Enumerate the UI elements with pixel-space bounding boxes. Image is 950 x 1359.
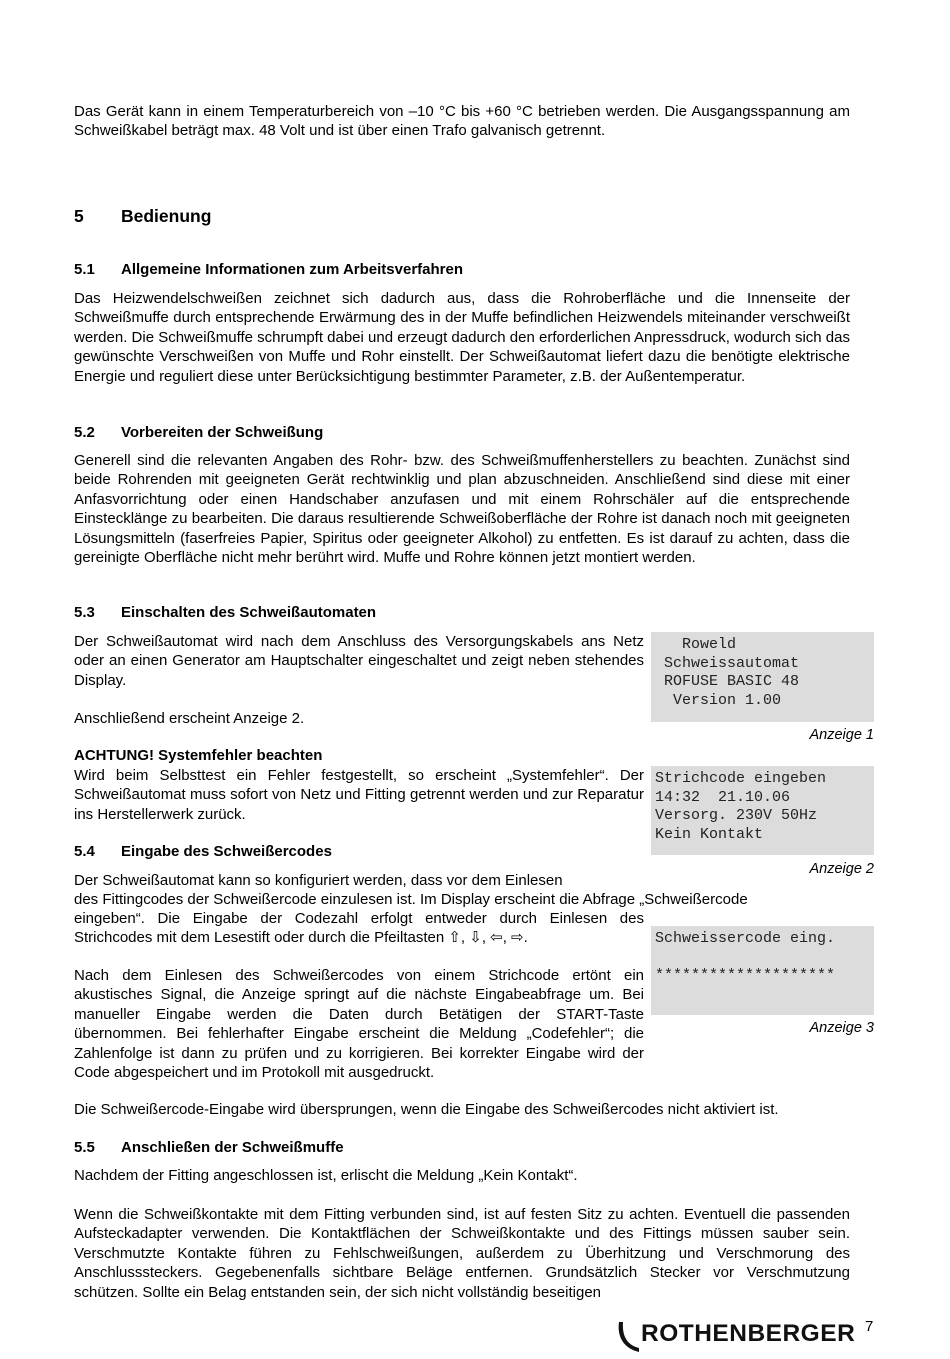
brand-name: ROTHENBERGER	[641, 1320, 856, 1347]
section-5-2-heading	[74, 424, 323, 441]
display-anzeige-2	[651, 766, 874, 855]
display-line: 14:32 21.10.06	[655, 788, 791, 806]
warning-heading: ACHTUNG! Systemfehler beachten	[74, 747, 323, 764]
section-5-3-heading	[74, 604, 376, 621]
section-number: 5.2	[74, 424, 95, 441]
section-number: 5.3	[74, 604, 95, 621]
section-5-4-body-line-2: des Fittingcodes der Schweißercode einzulesen ist. Im Display erscheint die Abfrage „Schweißercode	[74, 891, 748, 908]
display-caption: Anzeige 1	[809, 727, 874, 743]
page-number: 7	[865, 1318, 874, 1335]
intro-paragraph: Das Gerät kann in einem Temperaturbereich von –10 °C bis +60 °C betrieben werden. Die Ausgangsspannung am Schweißkabel beträgt max. 48 Volt und ist über einen Trafo galvanisch getrennt.	[74, 103, 850, 140]
section-5-4-heading	[74, 843, 332, 860]
section-number: 5	[74, 206, 84, 226]
section-title: Einschalten des Schweißautomaten	[121, 604, 377, 621]
section-title: Eingabe des Schweißercodes	[121, 843, 332, 860]
section-5-2-body: Generell sind die relevanten Angaben des Rohr- bzw. des Schweißmuffenherstellers zu beachten. Zunächst sind beide Rohrenden mit geeigneten Gerät rechtwinklig und plan abzuschneiden. Anschließend sind diese mit einer Anfasvorrichtung oder einen Handschaber anzufasen und mit einem Rohrschäler auf die entsprechende Einstecklänge zu bearbeiten. Die daraus resultierende Schweißoberfläche der Rohre ist danach noch mit geeigneten Lösungsmitteln (faserfreies Papier, Spiritus oder geeigneter Alkohol) zu entfetten. Es ist darauf zu achten, dass die gereinigte Oberfläche nicht mehr berührt wird. Muffe und Rohre können jetzt montiert werden.	[74, 452, 850, 567]
display-anzeige-1	[651, 632, 874, 722]
display-line: ********************	[655, 967, 836, 984]
section-title: Vorbereiten der Schweißung	[121, 424, 324, 441]
section-title: Bedienung	[121, 206, 212, 226]
section-title: Allgemeine Informationen zum Arbeitsverfahren	[121, 261, 464, 278]
warning-body: Wird beim Selbsttest ein Fehler festgestellt, so erscheint „Systemfehler“. Der Schweißautomat muss sofort von Netz und Fitting getrennt werden und zur Reparatur ins Herstellerwerk zurück.	[74, 767, 644, 823]
display-line: Roweld	[655, 636, 737, 653]
section-5-4-body-3: Die Schweißercode-Eingabe wird übersprungen, wenn die Eingabe des Schweißercodes nicht aktiviert ist.	[74, 1101, 779, 1118]
display-line: Version 1.00	[655, 691, 782, 709]
display-line: Strichcode eingeben	[655, 770, 827, 787]
section-title: Anschließen der Schweißmuffe	[121, 1139, 344, 1156]
display-line: ROFUSE BASIC 48	[655, 673, 800, 690]
section-5-5-heading	[74, 1139, 344, 1156]
section-5-3-followup: Anschließend erscheint Anzeige 2.	[74, 710, 305, 727]
display-line: Schweissercode eing.	[655, 930, 836, 947]
display-caption: Anzeige 3	[809, 1020, 874, 1036]
section-number: 5.4	[74, 843, 95, 860]
section-5-4-body-2: Nach dem Einlesen des Schweißercodes von einem Strichcode ertönt ein akustisches Signal, die Anzeige springt auf die nächste Eingabeabfrage um. Bei manueller Eingabe werden die Daten durch Betätigen der START-Taste übernommen. Bei fehlerhafter Eingabe erscheint die Meldung „Codefehler“; die Zahlenfolge ist dann zu prüfen und zu korrigieren. Bei korrekter Eingabe wird der Code abgespeichert und im Protokoll mit ausgedruckt.	[74, 967, 644, 1082]
display-anzeige-3	[651, 926, 874, 1015]
section-5-1-heading	[74, 261, 463, 278]
section-5-1-body: Das Heizwendelschweißen zeichnet sich dadurch aus, dass die Rohroberfläche und die Innenseite der Schweißmuffe durch entsprechende Erwärmung des in der Muffe befindlichen Heizwendels miteinander verschweißt werden. Die Schweißmuffe schrumpft dabei und erzeugt dadurch den erforderlichen Anpressdruck, wodurch sich das gewünschte Verschweißen von Muffe und Rohr einstellt. Der Schweißautomat liefert dazu die benötigte elektrische Energie und reguliert diese unter Berücksichtigung bestimmter Parameter, z.B. der Außentemperatur.	[74, 290, 850, 385]
display-line: Kein Kontakt	[655, 825, 764, 843]
section-5-4-body-line-3: eingeben“. Die Eingabe der Codezahl erfolgt entweder durch Einlesen des Strichcodes mit dem Lesestift oder durch die Pfeiltasten ⇧, ⇩, ⇦, ⇨.	[74, 910, 644, 947]
section-5-5-body-2: Wenn die Schweißkontakte mit dem Fitting verbunden sind, ist auf festen Sitz zu achten. Eventuell die passenden Aufsteckadapter verwenden. Die Kontaktflächen der Schweißkontakte und des Fittings müssen sauber sein. Verschmutzte Kontakte führen zu Fehlschweißungen, außerdem zu Überhitzung und Verschmorung des Anschlusssteckers. Gegebenenfalls sichtbare Beläge entfernen. Grundsätzlich Stecker vor Verschmutzung schützen. Sollte ein Belag entstanden sein, der sich nicht vollständig beseitigen	[74, 1206, 850, 1301]
section-number: 5.5	[74, 1139, 95, 1156]
section-5-5-body-1: Nachdem der Fitting angeschlossen ist, erlischt die Meldung „Kein Kontakt“.	[74, 1167, 578, 1184]
display-line: Schweissautomat	[655, 654, 800, 672]
display-caption: Anzeige 2	[809, 861, 874, 877]
display-line: Versorg. 230V 50Hz	[655, 807, 818, 824]
display-line	[655, 949, 870, 968]
section-5-heading	[74, 206, 211, 227]
section-5-4-body-line-1: Der Schweißautomat kann so konfiguriert werden, dass vor dem Einlesen	[74, 872, 563, 889]
section-number: 5.1	[74, 261, 95, 278]
section-5-3-body: Der Schweißautomat wird nach dem Anschluss des Versorgungskabels ans Netz oder an einen Generator am Hauptschalter eingeschaltet und zeigt neben stehendes Display.	[74, 633, 644, 689]
rothenberger-logo	[615, 1318, 856, 1358]
